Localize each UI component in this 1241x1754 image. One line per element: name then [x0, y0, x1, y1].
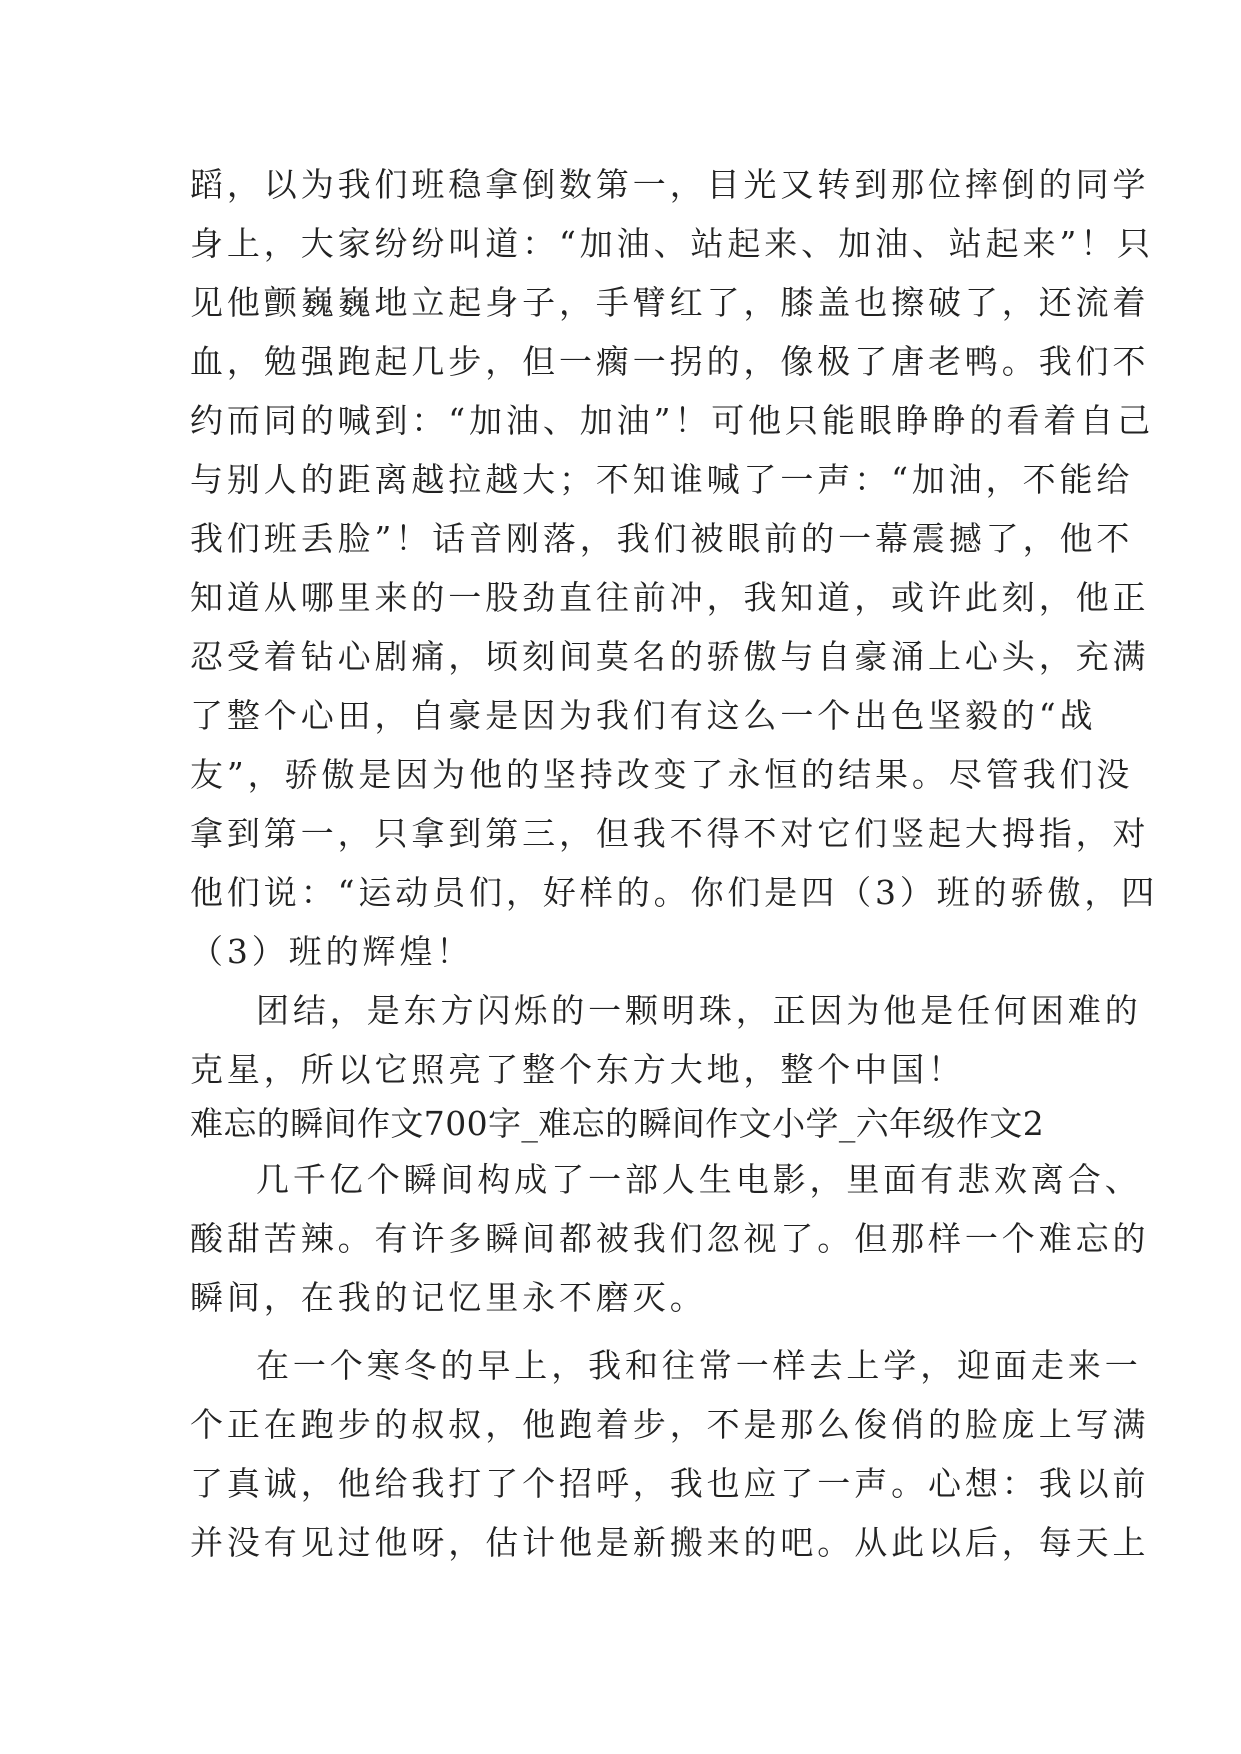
- text-line: 与别人的距离越拉越大；不知谁喊了一声：“加油，不能给: [190, 460, 1134, 499]
- text-line: 友”，骄傲是因为他的坚持改变了永恒的结果。尽管我们没: [190, 755, 1134, 794]
- text-line: 克星，所以它照亮了整个东方大地，整个中国！: [190, 1050, 965, 1089]
- text-line: 拿到第一，只拿到第三，但我不得不对它们竖起大拇指，对: [190, 814, 1150, 853]
- text-line: 酸甜苦辣。有许多瞬间都被我们忽视了。但那样一个难忘的: [190, 1219, 1150, 1258]
- text-line: 并没有见过他呀，估计他是新搬来的吧。从此以后，每天上: [190, 1523, 1150, 1562]
- text-line: 约而同的喊到：“加油、加油”！可他只能眼睁睁的看着自己: [190, 401, 1155, 440]
- paragraph-first-line: 在一个寒冬的早上，我和往常一样去上学，迎面走来一: [256, 1346, 1142, 1385]
- text-line: 血，勉强跑起几步，但一瘸一拐的，像极了唐老鸭。我们不: [190, 342, 1150, 381]
- text-line: 他们说：“运动员们，好样的。你们是四（3）班的骄傲，四: [190, 873, 1159, 912]
- paragraph-first-line: 团结，是东方闪烁的一颗明珠，正因为他是任何困难的: [256, 991, 1142, 1030]
- text-line: 见他颤巍巍地立起身子，手臂红了，膝盖也擦破了，还流着: [190, 283, 1150, 322]
- text-line: 了真诚，他给我打了个招呼，我也应了一声。心想：我以前: [190, 1464, 1150, 1503]
- article-title: 难忘的瞬间作文700字_难忘的瞬间作文小学_六年级作文2: [190, 1104, 1045, 1143]
- text-line: 身上，大家纷纷叫道：“加油、站起来、加油、站起来”！只: [190, 224, 1155, 263]
- text-line: 个正在跑步的叔叔，他跑着步，不是那么俊俏的脸庞上写满: [190, 1405, 1150, 1444]
- text-line: 知道从哪里来的一股劲直往前冲，我知道，或许此刻，他正: [190, 578, 1150, 617]
- text-line: 我们班丢脸”！话音刚落，我们被眼前的一幕震撼了，他不: [190, 519, 1134, 558]
- text-line: 了整个心田，自豪是因为我们有这么一个出色坚毅的“战: [190, 696, 1097, 735]
- text-line: 瞬间，在我的记忆里永不磨灭。: [190, 1278, 707, 1317]
- text-line: 蹈，以为我们班稳拿倒数第一，目光又转到那位摔倒的同学: [190, 165, 1150, 204]
- paragraph-first-line: 几千亿个瞬间构成了一部人生电影，里面有悲欢离合、: [256, 1160, 1142, 1199]
- text-line: （3）班的辉煌！: [190, 932, 474, 971]
- text-line: 忍受着钻心剧痛，顷刻间莫名的骄傲与自豪涌上心头，充满: [190, 637, 1150, 676]
